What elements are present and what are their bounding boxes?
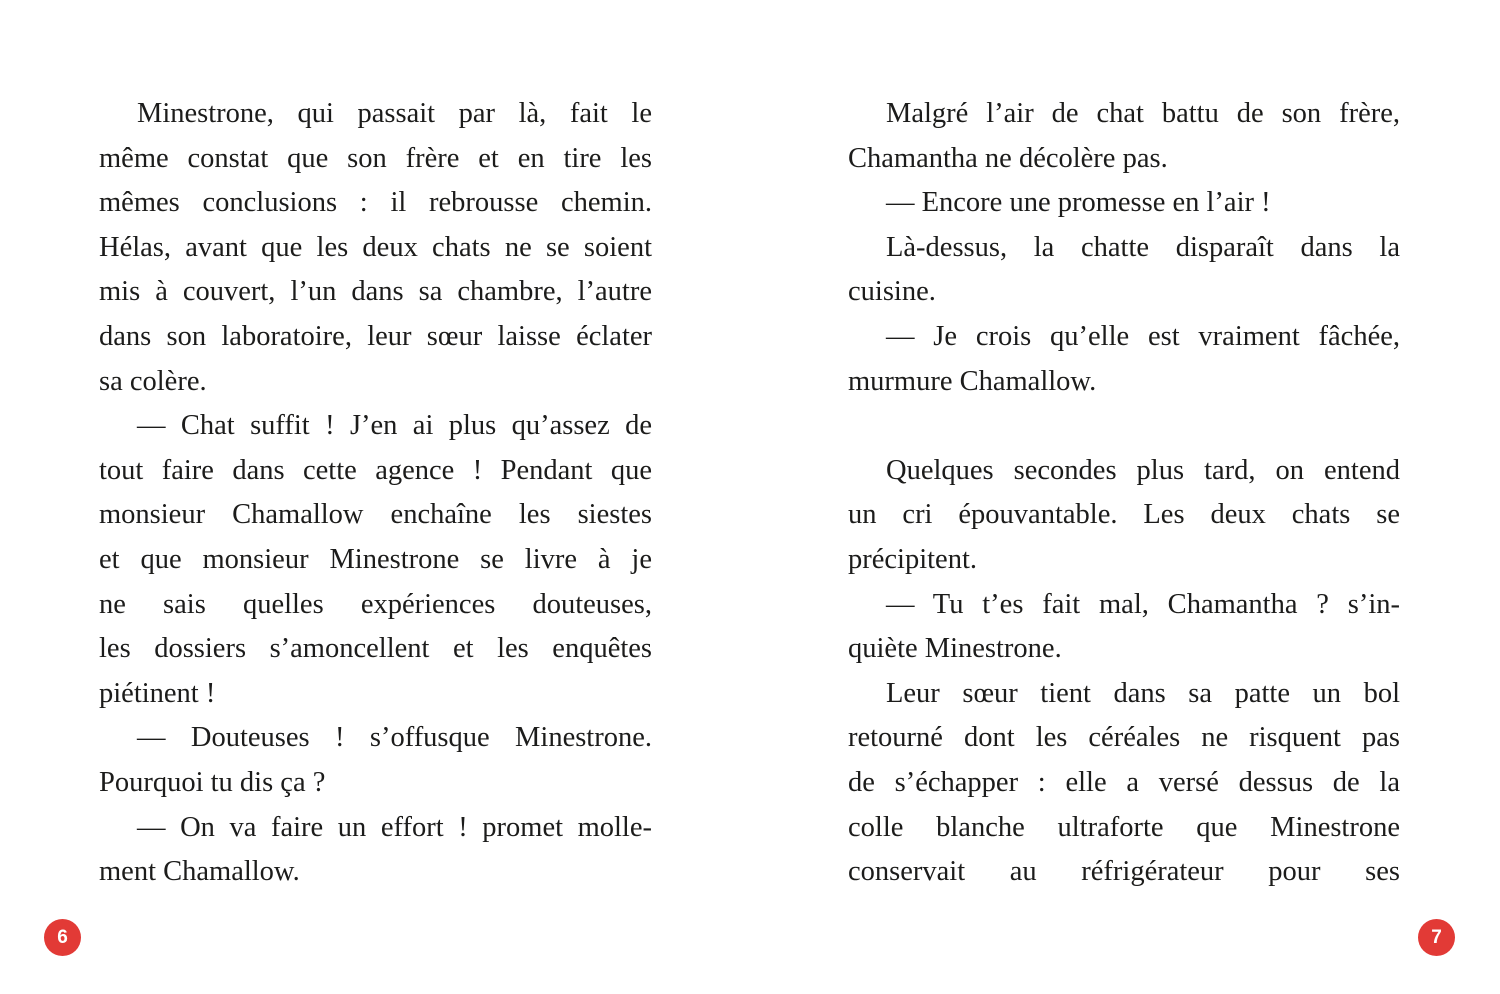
left-page-number: 6	[57, 926, 68, 948]
text-line: Malgré l’air de chat battu de son frère,	[886, 98, 1400, 129]
right-page-number-badge	[1418, 919, 1455, 956]
text-line: dans son laboratoire, leur sœur laisse éclater	[99, 320, 652, 352]
text-line: cuisine.	[848, 276, 936, 308]
text-line: Minestrone, qui passait par là, fait le	[137, 98, 652, 129]
text-line: Chamantha ne décolère pas.	[848, 142, 1168, 174]
text-line: Pourquoi tu dis ça ?	[99, 766, 326, 798]
text-line: piétinent !	[99, 677, 216, 709]
text-line: mêmes conclusions : il rebrousse chemin.	[99, 187, 652, 219]
text-line: les dossiers s’amoncellent et les enquêtes	[99, 633, 652, 665]
text-line: Là-dessus, la chatte disparaît dans la	[886, 231, 1400, 263]
text-line: Hélas, avant que les deux chats ne se soient	[99, 231, 652, 263]
text-line: de s’échapper : elle a versé dessus de la	[848, 766, 1400, 798]
text-line: précipitent.	[848, 543, 977, 575]
text-line: et que monsieur Minestrone se livre à je	[99, 543, 652, 575]
text-line: — Tu t’es fait mal, Chamantha ? s’in-	[886, 588, 1400, 620]
text-line	[848, 404, 1400, 449]
text-line: murmure Chamallow.	[848, 365, 1097, 397]
text-line: quiète Minestrone.	[848, 633, 1062, 665]
text-line: Quelques secondes plus tard, on entend	[886, 454, 1400, 486]
left-page-number-badge	[44, 919, 81, 956]
text-line: — Je crois qu’elle est vraiment fâchée,	[886, 320, 1400, 352]
text-line: — Douteuses ! s’offusque Minestrone.	[137, 722, 652, 754]
right-page-text	[848, 92, 1400, 895]
right-page-number: 7	[1431, 926, 1442, 948]
text-line: ne sais quelles expériences douteuses,	[99, 588, 652, 620]
left-page-text	[99, 92, 652, 895]
text-line: sa colère.	[99, 365, 207, 397]
text-line: un cri épouvantable. Les deux chats se	[848, 499, 1400, 531]
text-line: conservait au réfrigérateur pour ses	[848, 856, 1400, 888]
text-line: Leur sœur tient dans sa patte un bol	[886, 677, 1400, 709]
text-line: tout faire dans cette agence ! Pendant que	[99, 454, 652, 486]
text-line: — Encore une promesse en l’air !	[886, 187, 1271, 219]
text-line: — Chat suffit ! J’en ai plus qu’assez de	[137, 410, 652, 442]
text-line: colle blanche ultraforte que Minestrone	[848, 811, 1400, 843]
text-line: retourné dont les céréales ne risquent pas	[848, 722, 1400, 754]
text-line: — On va faire un effort ! promet molle-	[137, 811, 652, 843]
text-line: même constat que son frère et en tire les	[99, 142, 652, 174]
text-line: monsieur Chamallow enchaîne les siestes	[99, 499, 652, 531]
text-line: mis à couvert, l’un dans sa chambre, l’autre	[99, 276, 652, 308]
text-line: ment Chamallow.	[99, 856, 300, 888]
